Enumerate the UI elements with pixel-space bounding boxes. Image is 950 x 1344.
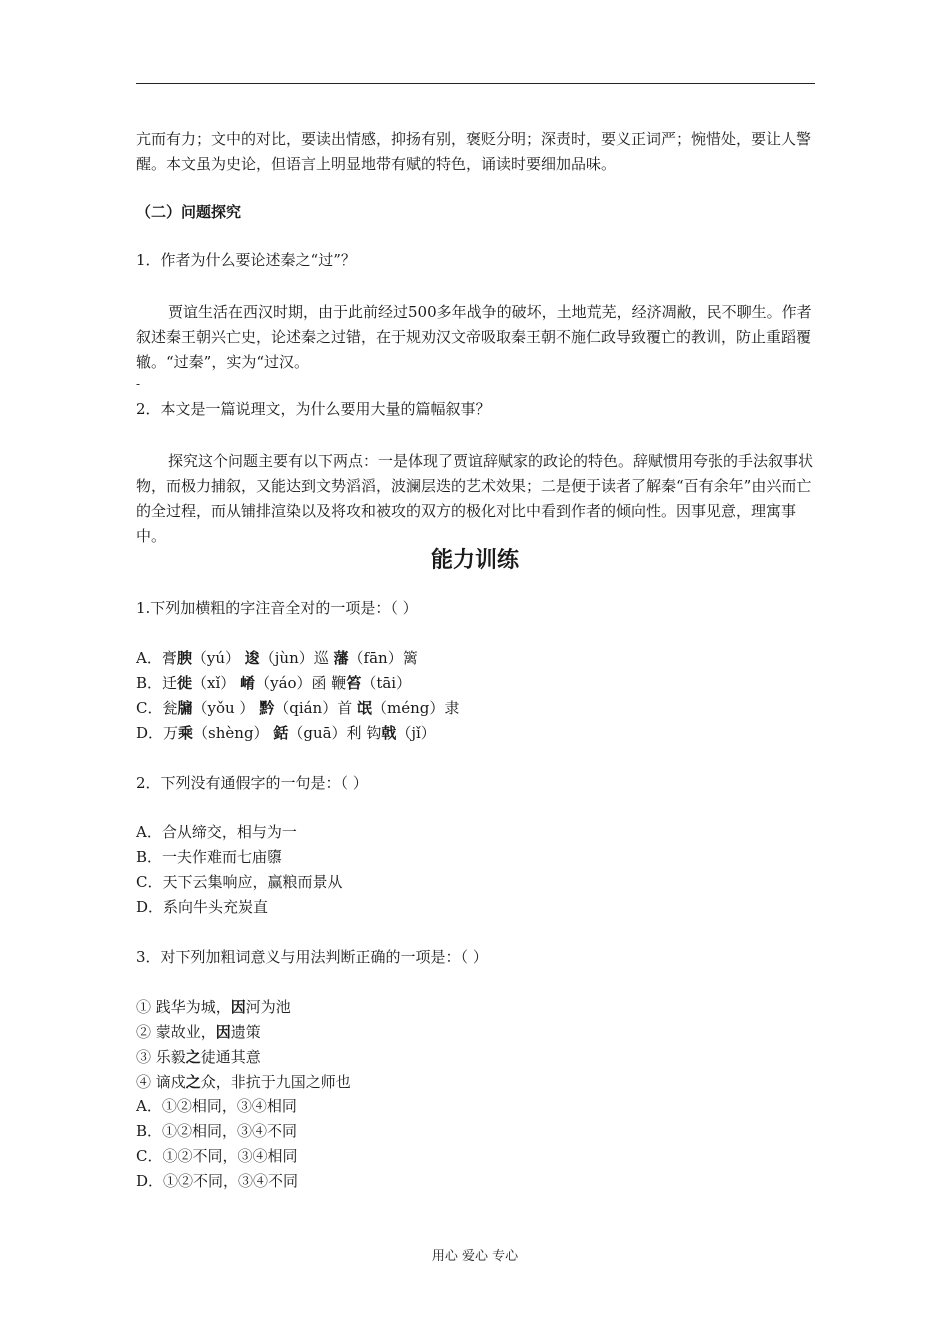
exercise-3-item xyxy=(136,1072,816,1092)
item-text: 河为池 xyxy=(245,998,291,1016)
bold-char: 牖 xyxy=(177,699,193,717)
option-text: B．迁 xyxy=(136,674,178,692)
bold-char: 銛 xyxy=(273,724,289,742)
exercise-3-item xyxy=(136,1022,816,1042)
option-text: （yǒu ） xyxy=(192,699,260,717)
option-text: （yáo）函 鞭 xyxy=(255,674,347,692)
header-rule xyxy=(136,83,815,84)
option-text: （guā）利 钩 xyxy=(288,724,382,742)
intro-paragraph: 亢而有力；文中的对比，要读出情感，抑扬有别，褒贬分明；深责时，要义正词严；惋惜处，要让人警醒。本文虽为史论，但语言上明显地带有赋的特色，诵读时要细加品味。 xyxy=(136,130,812,173)
bold-char: 逡 xyxy=(244,649,260,667)
exercise-1-option xyxy=(136,723,816,743)
bold-word: 之 xyxy=(185,1073,201,1091)
exercise-3-item xyxy=(136,997,816,1017)
exercise-2-option: A．合从缔交，相与为一 xyxy=(136,823,297,841)
option-text: （shèng） xyxy=(193,724,274,742)
item-text: ③ 乐毅 xyxy=(136,1048,186,1066)
page-footer: 用心 爱心 专心 xyxy=(431,1249,519,1264)
exercise-1-question: 1.下列加横粗的字注音全对的一项是：（ ） xyxy=(136,599,418,617)
exercise-3-question: 3．对下列加粗词意义与用法判断正确的一项是：（ ） xyxy=(136,948,488,966)
exercise-3-option: D．①②不同，③④不同 xyxy=(136,1172,299,1190)
bold-char: 笞 xyxy=(346,674,362,692)
bold-char: 藩 xyxy=(333,649,349,667)
option-text: （méng）隶 xyxy=(372,699,460,717)
question-2: 2．本文是一篇说理文，为什么要用大量的篇幅叙事？ xyxy=(136,400,491,418)
bold-char: 黔 xyxy=(259,699,275,717)
option-text: （jǐ） xyxy=(396,724,436,742)
option-text: C．瓮 xyxy=(136,699,178,717)
bold-char: 氓 xyxy=(357,699,373,717)
item-text: 众，非抗于九国之师也 xyxy=(200,1073,351,1091)
item-text: ① 践华为城， xyxy=(136,998,231,1016)
option-text: （fān）篱 xyxy=(348,649,418,667)
exercise-2-option: B．一夫作难而七庙隳 xyxy=(136,848,283,866)
option-text: A．膏 xyxy=(136,649,177,667)
exercise-2-option: C．天下云集响应，赢粮而景从 xyxy=(136,873,343,891)
bold-char: 戟 xyxy=(381,724,397,742)
exercise-1-option xyxy=(136,698,816,718)
item-text: ④ 谪戍 xyxy=(136,1073,186,1091)
exercise-3-item xyxy=(136,1047,816,1067)
bold-char: 乘 xyxy=(178,724,194,742)
bold-char: 崤 xyxy=(240,674,256,692)
bold-char: 腴 xyxy=(176,649,192,667)
exercise-3-option: C．①②不同，③④相同 xyxy=(136,1147,298,1165)
exercise-3-option: A．①②相同，③④相同 xyxy=(136,1097,297,1115)
option-text: （jùn）巡 xyxy=(259,649,334,667)
stray-mark: - xyxy=(136,377,141,391)
option-text: D．万 xyxy=(136,724,179,742)
exercise-2-option: D．系向牛头充炭直 xyxy=(136,898,269,916)
exercise-2-question: 2．下列没有通假字的一句是：（ ） xyxy=(136,774,368,792)
exercise-3-option: B．①②相同，③④不同 xyxy=(136,1122,298,1140)
item-text: 徒通其意 xyxy=(200,1048,261,1066)
item-text: ② 蒙故业， xyxy=(136,1023,216,1041)
option-text: （qián）首 xyxy=(274,699,357,717)
training-title: 能力训练 xyxy=(430,548,519,573)
answer-2: 探究这个问题主要有以下两点：一是体现了贾谊辞赋家的政论的特色。辞赋惯用夸张的手法叙事状物，而极力捕叙，又能达到文势滔滔，波澜层迭的艺术效果；二是便于读者了解秦“百有余年”由兴而亡的全过程，而从铺排渲染以及将攻和被攻的双方的极化对比中看到作者的倾向性。因事见意，理寓事中。 xyxy=(136,452,814,545)
inquiry-heading: （二）问题探究 xyxy=(136,203,242,221)
item-text: 遗策 xyxy=(230,1023,261,1041)
option-text: （tāi） xyxy=(361,674,412,692)
exercise-1-option xyxy=(136,673,816,693)
option-text: （yú） xyxy=(191,649,245,667)
bold-word: 因 xyxy=(215,1023,231,1041)
option-text: （xǐ） xyxy=(192,674,241,692)
bold-word: 因 xyxy=(230,998,246,1016)
question-1: 1．作者为什么要论述秦之“过”？ xyxy=(136,251,356,269)
bold-char: 徙 xyxy=(177,674,193,692)
answer-1: 贾谊生活在西汉时期，由于此前经过500多年战争的破坏，土地荒芜，经济凋敝，民不聊生。作者叙述秦王朝兴亡史，论述秦之过错，在于规劝汉文帝吸取秦王朝不施仁政导致覆亡的教训，防止重蹈覆辙。“过秦”，实为“过汉。 xyxy=(136,303,812,371)
bold-word: 之 xyxy=(185,1048,201,1066)
exercise-1-option xyxy=(136,648,816,668)
